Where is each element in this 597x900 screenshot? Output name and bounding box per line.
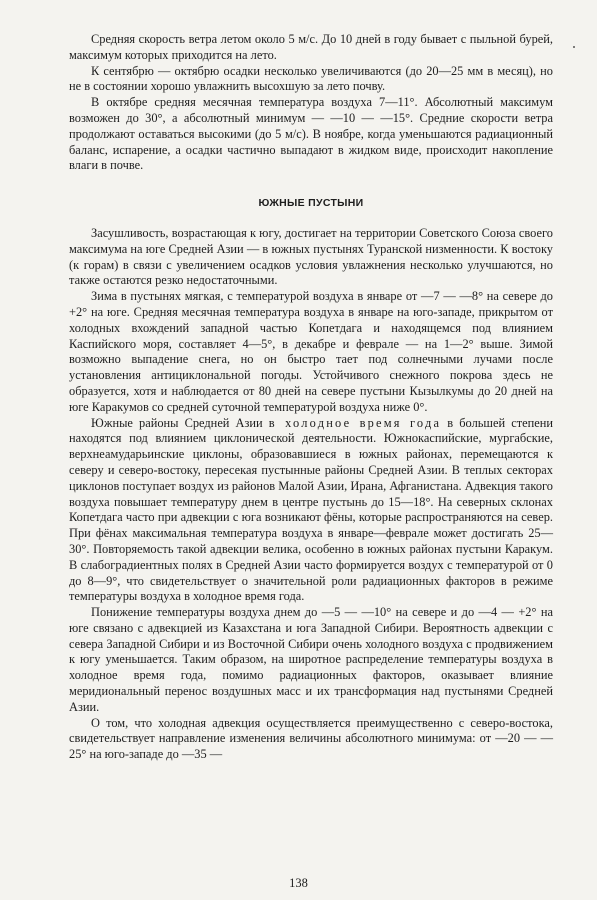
- paragraph-precipitation: К сентябрю — октябрю осадки несколько увеличиваются (до 20—25 мм в месяц), но не в состоянии хорошо увлажнить высохшую за лето почву.: [69, 63, 553, 94]
- paragraph-winter: Зима в пустынях мягкая, с температурой воздуха в январе от —7 — —8° на севере до +2° на юге. Средняя месячная температура воздуха в январе на юго-западе, прикрытом от холодных вхождений западной частью Копетдага и находящемся под влиянием Каспийского моря, составляет 4—5°, в декабре и феврале — на 1—2° выше. Зимой возможно выпадение снега, но он быстро тает под солнечными лучами после установления антициклональной погоды. Устойчивого снежного покрова здесь не образуется, хотя и наблюдается от 80 дней на севере пустыни Кызылкумы до 20 дней на юге Каракумов со средней суточной температурой воздуха ниже 0°.: [69, 289, 553, 414]
- page-number: 138: [289, 876, 308, 890]
- spaced-emphasis: в холодное время года: [268, 415, 442, 430]
- scan-speck: [573, 46, 575, 48]
- paragraph-aridity: Засушливость, возрастающая к югу, достигает на территории Советского Союза своего максимума на юге Средней Азии — в южных пустынях Туранской низменности. К востоку (к горам) в связи с увеличением осадков условия увлажнения несколько улучшаются, но также остаются резко недостаточными.: [69, 225, 553, 288]
- paragraph-october: В октябре средняя месячная температура воздуха 7—11°. Абсолютный максимум возможен до 30°, а абсолютный минимум — —10 — —15°. Средние скорости ветра продолжают оставаться высокими (до 5 м/с). В ноябре, когда уменьшаются радиационный баланс, испарение, а осадки частично выпадают в жидком виде, происходит накопление влаги в почве.: [69, 95, 553, 173]
- southern-regions-lead: Южные районы Средней Азии: [91, 415, 263, 430]
- text-column: [69, 32, 553, 763]
- paragraph-temperature-drop: Понижение температуры воздуха днем до —5 — —10° на севере и до —4 — +2° на юге связано с адвекцией из Казахстана и юга Западной Сибири. Вероятность адвекции с севера Западной Сибири и из Восточной Сибири очень холодного воздуха с продвижением к югу уменьшается. Таким образом, на широтное распределение температуры воздуха в холодное время года, помимо радиационных факторов, оказывает влияние меридиональный перенос воздушных масс и их трансформация над пустынями Средней Азии.: [69, 605, 553, 714]
- paragraph-cold-advection: О том, что холодная адвекция осуществляется преимущественно с северо-востока, свидетельствует направление изменения величины абсолютного минимума: от —20 — —25° на юго-западе до —35 —: [69, 715, 553, 762]
- paragraph-southern-regions: [69, 416, 553, 606]
- southern-regions-rest: в большей степени находятся под влиянием циклонической деятельности. Южнокаспийские, мургабские, верхнеамударьинские циклоны, образовавшиеся в южных районах, перемещаются к северу и северо-востоку, пересекая пустынные районы Средней Азии. В теплых секторах циклонов поступает воздух из районов Малой Азии, Ирана, Афганистана. Адвекция такого воздуха повышает температуру днем в центре пустынь до 15—18°. На северных склонах Копетдага часто при адвекции с юга возникают фёны, которые распространяются на север. При фёнах максимальная температура воздуха в январе—феврале может достигать 25—30°. Повторяемость такой адвекции велика, особенно в южных районах пустыни Каракум. В слабоградиентных полях в Средней Азии часто формируется воздух с температурой от 0 до 8—9°, что свидетельствует о значительной роли радиационных факторов в режиме температуры воздуха в холодное время года.: [69, 415, 553, 604]
- section-heading: ЮЖНЫЕ ПУСТЫНИ: [258, 197, 364, 210]
- paragraph-wind: Средняя скорость ветра летом около 5 м/с. До 10 дней в году бывает с пыльной бурей, максимум которых приходится на лето.: [69, 32, 553, 62]
